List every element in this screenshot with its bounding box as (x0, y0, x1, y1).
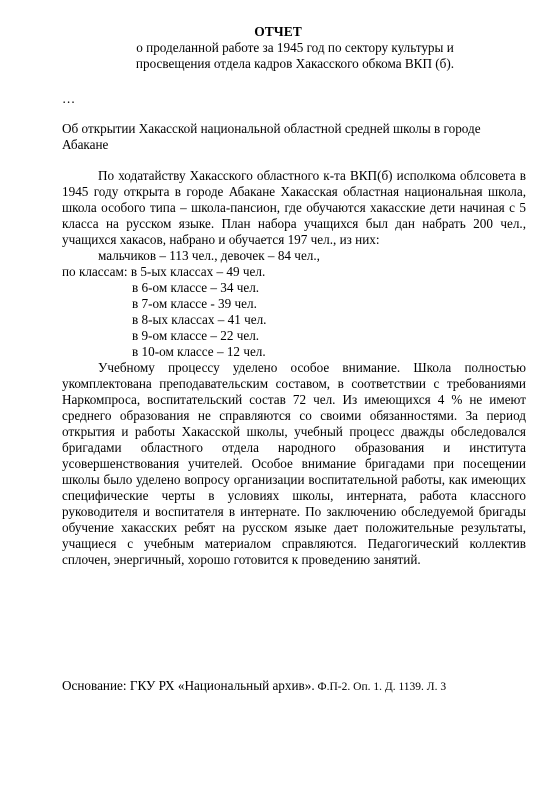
subtitle-line-2: просвещения отдела кадров Хакасского обкома ВКП (б). (135, 56, 455, 71)
stats-class-item: в 8-ых классах – 41 чел. (132, 312, 267, 327)
archive-source (62, 678, 532, 695)
stats-class-item: в 6-ом классе – 34 чел. (132, 280, 260, 295)
section-heading: Об открытии Хакасской национальной областной средней школы в городе Абакане (62, 121, 481, 152)
document-body (62, 168, 526, 568)
stats-gender: мальчиков – 113 чел., девочек – 84 чел., (98, 248, 320, 263)
document-title: ОТЧЕТ (254, 24, 302, 39)
paragraph-education-process: Учебному процессу уделено особое внимание. Школа полностью укомплектована преподавательским составом, в соответствии с требованиями Наркомпроса, воспитательский состав 72 чел. Из имеющихся 4 % не имеют среднего образования не справляются со своими обязанностями. За период открытия и работы Хакасской школы, учебный процесс дважды обследовался бригадами областного отдела народного образования и института усовершенствования учителей. Особое внимание бригадами при посещении школы было уделено вопросу организации воспитательной работы, как имеющих специфические черты в условиях школы, интерната, работа классного руководителя и воспитателя в интернате. По заключению обследуемой бригады обучение хакасских ребят на русском языке дает положительные результаты, учащиеся с учебным материалом справляются. Педагогический коллектив сплочен, энергичный, хорошо готовится к проведению занятий. (62, 360, 526, 567)
stats-class-item: в 10-ом классе – 12 чел. (132, 344, 266, 359)
stats-class-lead: по классам: в 5-ых классах – 49 чел. (62, 264, 266, 279)
omission-mark: … (62, 91, 76, 106)
enrollment-stats (62, 248, 526, 360)
source-reference: Ф.П-2. Оп. 1. Д. 1139. Л. 3 (314, 681, 447, 693)
stats-class-item: в 9-ом классе – 22 чел. (132, 328, 260, 343)
document-subtitle (80, 40, 510, 72)
stats-class-item: в 7-ом классе - 39 чел. (132, 296, 257, 311)
paragraph-enrollment: По ходатайству Хакасского областного к-та ВКП(б) исполкома облсовета в 1945 году открыта в городе Абакане Хакасская областная национальная школа, школа особого типа – школа-пансион, где обучаются хакасские дети начиная с 5 класса на русском языке. План набора учащихся был дан набрать 200 чел., учащихся хакасов, набрано и обучается 197 чел., из них: (62, 168, 526, 247)
source-lead: Основание: ГКУ РХ «Национальный архив». (62, 678, 315, 693)
subtitle-line-1: о проделанной работе за 1945 год по сектору культуры и (136, 40, 454, 55)
